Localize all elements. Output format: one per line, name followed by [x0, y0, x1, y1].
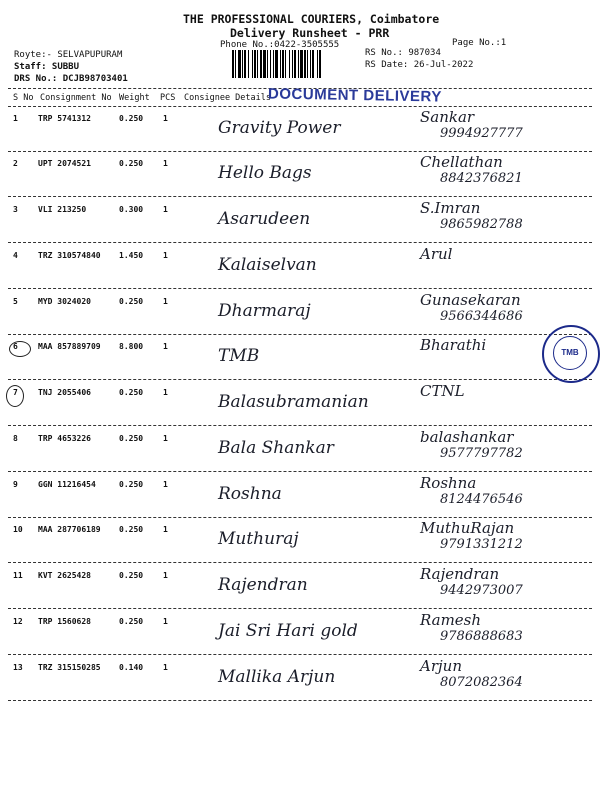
row-receiver-signature: CTNL [420, 382, 465, 400]
row-pcs: 1 [163, 571, 168, 580]
row-weight: 0.250 [119, 434, 144, 443]
row-consignment: MAA 287706189 [38, 525, 101, 534]
rs-number: RS No.: 987034 [365, 48, 441, 58]
row-weight: 0.250 [119, 159, 144, 168]
row-divider [8, 288, 592, 289]
row-receiver-signature: Bharathi [420, 336, 487, 354]
document-subtitle: Delivery Runsheet - PRR [230, 26, 390, 40]
document-delivery-stamp: DOCUMENT DELIVERY [267, 85, 442, 106]
row-consignment: TRP 5741312 [38, 114, 91, 123]
row-consignee-name: Dharmaraj [218, 301, 311, 321]
col-sno: S No [13, 93, 34, 103]
row-divider [8, 334, 592, 335]
row-pcs: 1 [163, 114, 168, 123]
row-serial: 1 [13, 114, 18, 123]
row-receiver-signature: Arul [420, 245, 453, 263]
row-divider [8, 425, 592, 426]
row-pcs: 1 [163, 617, 168, 626]
row-receiver-signature: Roshna [420, 474, 477, 492]
row-consignment: VLI 213250 [38, 205, 87, 214]
row-consignment: KVT 2625428 [38, 571, 91, 580]
drs-label: DRS No.: DCJB98703401 [14, 74, 128, 84]
row-receiver-signature: Gunasekaran [420, 291, 521, 309]
row-receiver-signature: S.Imran [420, 199, 481, 217]
row-consignment: TRP 1560628 [38, 617, 91, 626]
col-consignee: Consignee Details [184, 93, 271, 103]
document-title: THE PROFESSIONAL COURIERS, Coimbatore [183, 12, 440, 26]
row-consignment: GGN 11216454 [38, 480, 96, 489]
route-label: Royte:- SELVAPUPURAM [14, 50, 123, 60]
row-receiver-phone: 9566344686 [440, 309, 523, 324]
row-serial: 3 [13, 205, 18, 214]
row-consignee-name: Hello Bags [218, 163, 312, 183]
row-consignee-name: Roshna [218, 484, 282, 504]
col-pcs: PCS [160, 93, 176, 103]
row-serial: 8 [13, 434, 18, 443]
row-consignee-name: Jai Sri Hari gold [218, 621, 358, 641]
row-weight: 0.250 [119, 480, 144, 489]
row-consignee-name: Balasubramanian [218, 392, 369, 412]
row-weight: 0.140 [119, 663, 144, 672]
col-consignment: Consignment No [40, 93, 112, 103]
row-divider [8, 242, 592, 243]
row-receiver-signature: Sankar [420, 108, 475, 126]
row-receiver-signature: Ramesh [420, 611, 482, 629]
row-consignment: TRZ 315150285 [38, 663, 101, 672]
row-weight: 0.250 [119, 617, 144, 626]
row-receiver-signature: MuthuRajan [420, 519, 515, 537]
row-pcs: 1 [163, 159, 168, 168]
row-consignee-name: Mallika Arjun [218, 667, 336, 687]
row-consignment: TRP 4653226 [38, 434, 91, 443]
row-serial: 10 [13, 525, 23, 534]
row-serial: 11 [13, 571, 23, 580]
row-divider [8, 196, 592, 197]
row-receiver-signature: balashankar [420, 428, 514, 446]
row-consignment: MAA 857889709 [38, 342, 101, 351]
row-consignment: UPT 2074521 [38, 159, 91, 168]
row-consignee-name: Bala Shankar [218, 438, 334, 458]
row-weight: 0.250 [119, 297, 144, 306]
row-consignee-name: Kalaiselvan [218, 255, 317, 275]
circled-serial-7 [6, 385, 24, 407]
row-divider [8, 471, 592, 472]
row-divider [8, 517, 592, 518]
row-receiver-signature: Rajendran [420, 565, 500, 583]
row-consignee-name: Asarudeen [218, 209, 311, 229]
row-pcs: 1 [163, 434, 168, 443]
row-divider [8, 562, 592, 563]
row-weight: 1.450 [119, 251, 144, 260]
row-consignment: MYD 3024020 [38, 297, 91, 306]
row-receiver-phone: 8842376821 [440, 171, 523, 186]
row-weight: 8.800 [119, 342, 144, 351]
row-serial: 13 [13, 663, 23, 672]
row-consignee-name: Rajendran [218, 575, 308, 595]
row-receiver-phone: 9786888683 [440, 629, 523, 644]
row-consignment: TNJ 2055406 [38, 388, 91, 397]
row-serial: 9 [13, 480, 18, 489]
row-pcs: 1 [163, 342, 168, 351]
row-pcs: 1 [163, 297, 168, 306]
row-serial: 6 [13, 342, 18, 351]
col-weight: Weight [119, 93, 150, 103]
row-consignment: TRZ 310574840 [38, 251, 101, 260]
row-weight: 0.250 [119, 388, 144, 397]
circled-serial-6 [9, 341, 31, 357]
row-pcs: 1 [163, 663, 168, 672]
row-receiver-phone: 8072082364 [440, 675, 523, 690]
row-pcs: 1 [163, 205, 168, 214]
row-divider [8, 379, 592, 380]
row-serial: 12 [13, 617, 23, 626]
row-weight: 0.300 [119, 205, 144, 214]
page-number: Page No.:1 [452, 38, 507, 48]
row-receiver-phone: 9994927777 [440, 126, 523, 141]
row-pcs: 1 [163, 251, 168, 260]
barcode-image [232, 50, 354, 78]
row-receiver-signature: Arjun [420, 657, 462, 675]
row-serial: 5 [13, 297, 18, 306]
row-divider [8, 151, 592, 152]
row-receiver-phone: 9442973007 [440, 583, 523, 598]
row-weight: 0.250 [119, 571, 144, 580]
row-weight: 0.250 [119, 525, 144, 534]
row-consignee-name: Muthuraj [218, 529, 299, 549]
bank-seal-stamp: TMB [542, 325, 600, 383]
row-consignee-name: TMB [218, 346, 260, 366]
row-serial: 4 [13, 251, 18, 260]
row-divider [8, 608, 592, 609]
row-receiver-phone: 8124476546 [440, 492, 523, 507]
row-receiver-phone: 9577797782 [440, 446, 523, 461]
row-serial: 7 [13, 388, 18, 397]
row-receiver-signature: Chellathan [420, 153, 503, 171]
staff-label: Staff: SUBBU [14, 62, 80, 72]
row-consignee-name: Gravity Power [218, 118, 341, 138]
row-pcs: 1 [163, 525, 168, 534]
row-divider [8, 700, 592, 701]
row-pcs: 1 [163, 388, 168, 397]
row-pcs: 1 [163, 480, 168, 489]
row-receiver-phone: 9791331212 [440, 537, 523, 552]
columns-divider [8, 106, 592, 107]
phone-number: Phone No.:0422-3505555 [220, 40, 340, 50]
row-serial: 2 [13, 159, 18, 168]
rs-date: RS Date: 26-Jul-2022 [365, 60, 474, 70]
row-receiver-phone: 9865982788 [440, 217, 523, 232]
row-divider [8, 654, 592, 655]
row-weight: 0.250 [119, 114, 144, 123]
